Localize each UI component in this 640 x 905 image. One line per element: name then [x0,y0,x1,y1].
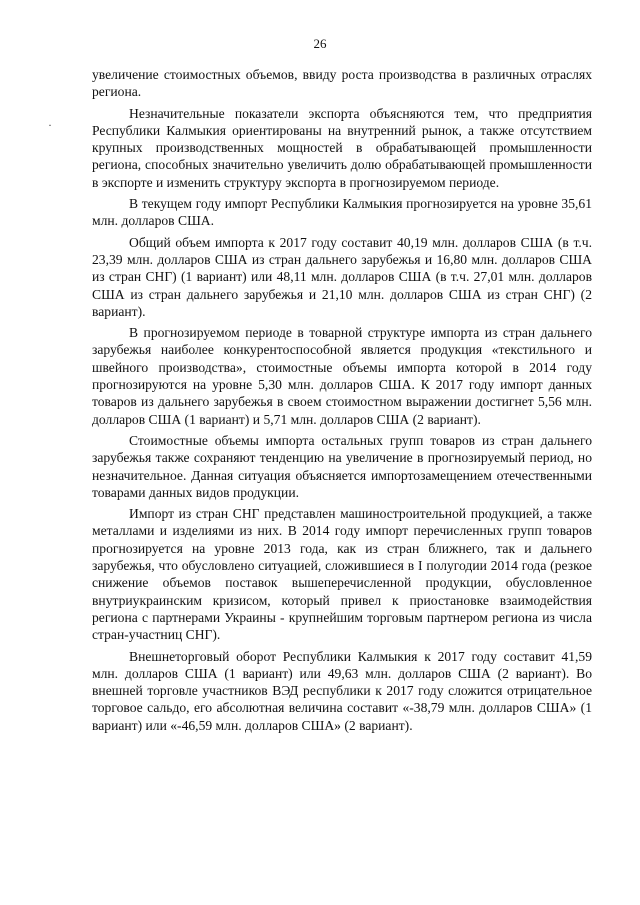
paragraph-other-groups: Стоимостные объемы импорта остальных групп товаров из стран дальнего зарубежья также сохраняют тенденцию на увеличение в прогнозируемый период, но незначительное. Данная ситуация объясняется импортозамещением отечественными товарами данных видов продукции. [92,432,592,500]
paragraph-trade-turnover: Внешнеторговый оборот Республики Калмыкия к 2017 году составит 41,59 млн. долларов США (1 вариант) или 49,63 млн. долларов США (2 вариант). Во внешней торговле участников ВЭД республики к 2017 году сложится отрицательное торговое сальдо, его абсолютная величина составит «-38,79 млн. долларов США» (1 вариант) или «-46,59 млн. долларов США» (2 вариант). [92,648,592,733]
paragraph-cis-import: Импорт из стран СНГ представлен машиностроительной продукцией, а также металлами и изделиями из них. В 2014 году импорт перечисленных групп товаров прогнозируется на уровне 2013 года, как из стран ближнего, так и дальнего зарубежья, что обусловлено ситуацией, сложившиеся в I полугодии 2014 года (резкое снижение объемов поставок вышеперечисленной продукции, обусловленное внутриукраинским кризисом, который привел к приостановке взаимодействия региона с партнерами Украины - крупнейшим торговым партнером региона из числа стран-участниц СНГ). [92,506,592,643]
paragraph-export-factors: Незначительные показатели экспорта объясняются тем, что предприятия Республики Калмыкия ориентированы на внутренний рынок, а также отсутствием крупных производственных мощностей в обрабатывающей промышленности региона, способных значительно увеличить долю обрабатывающей промышленности в экспорте и изменить структуру экспорта в прогнозируемом периоде. [92,105,592,190]
paragraph-total-import-2017: Общий объем импорта к 2017 году составит 40,19 млн. долларов США (в т.ч. 23,39 млн. долларов США из стран дальнего зарубежья и 16,80 млн. долларов США из стран СНГ) (1 вариант) или 48,11 млн. долларов США (в т.ч. 27,01 млн. долларов США из стран дальнего зарубежья и 21,10 млн. долларов США из стран СНГ) (2 вариант). [92,234,592,319]
page-number: 26 [313,36,327,51]
paragraph-import-structure: В прогнозируемом периоде в товарной структуре импорта из стран дальнего зарубежья наиболее конкурентоспособной является продукция «текстильного и швейного производства», стоимостные объемы импорта которой в 2014 году прогнозируются на уровне 5,30 млн. долларов США. К 2017 году импорт данных товаров из дальнего зарубежья в своем стоимостном выражении достигнет 5,56 млн. долларов США (1 вариант) и 5,71 млн. долларов США (2 вариант). [92,325,592,427]
body-text [92,66,592,738]
paragraph-current-import: В текущем году импорт Республики Калмыкия прогнозируется на уровне 35,61 млн. долларов США. [92,196,592,229]
margin-mark: · [48,118,52,132]
paragraph-continuation: увеличение стоимостных объемов, ввиду роста производства в различных отраслях региона. [92,67,592,100]
